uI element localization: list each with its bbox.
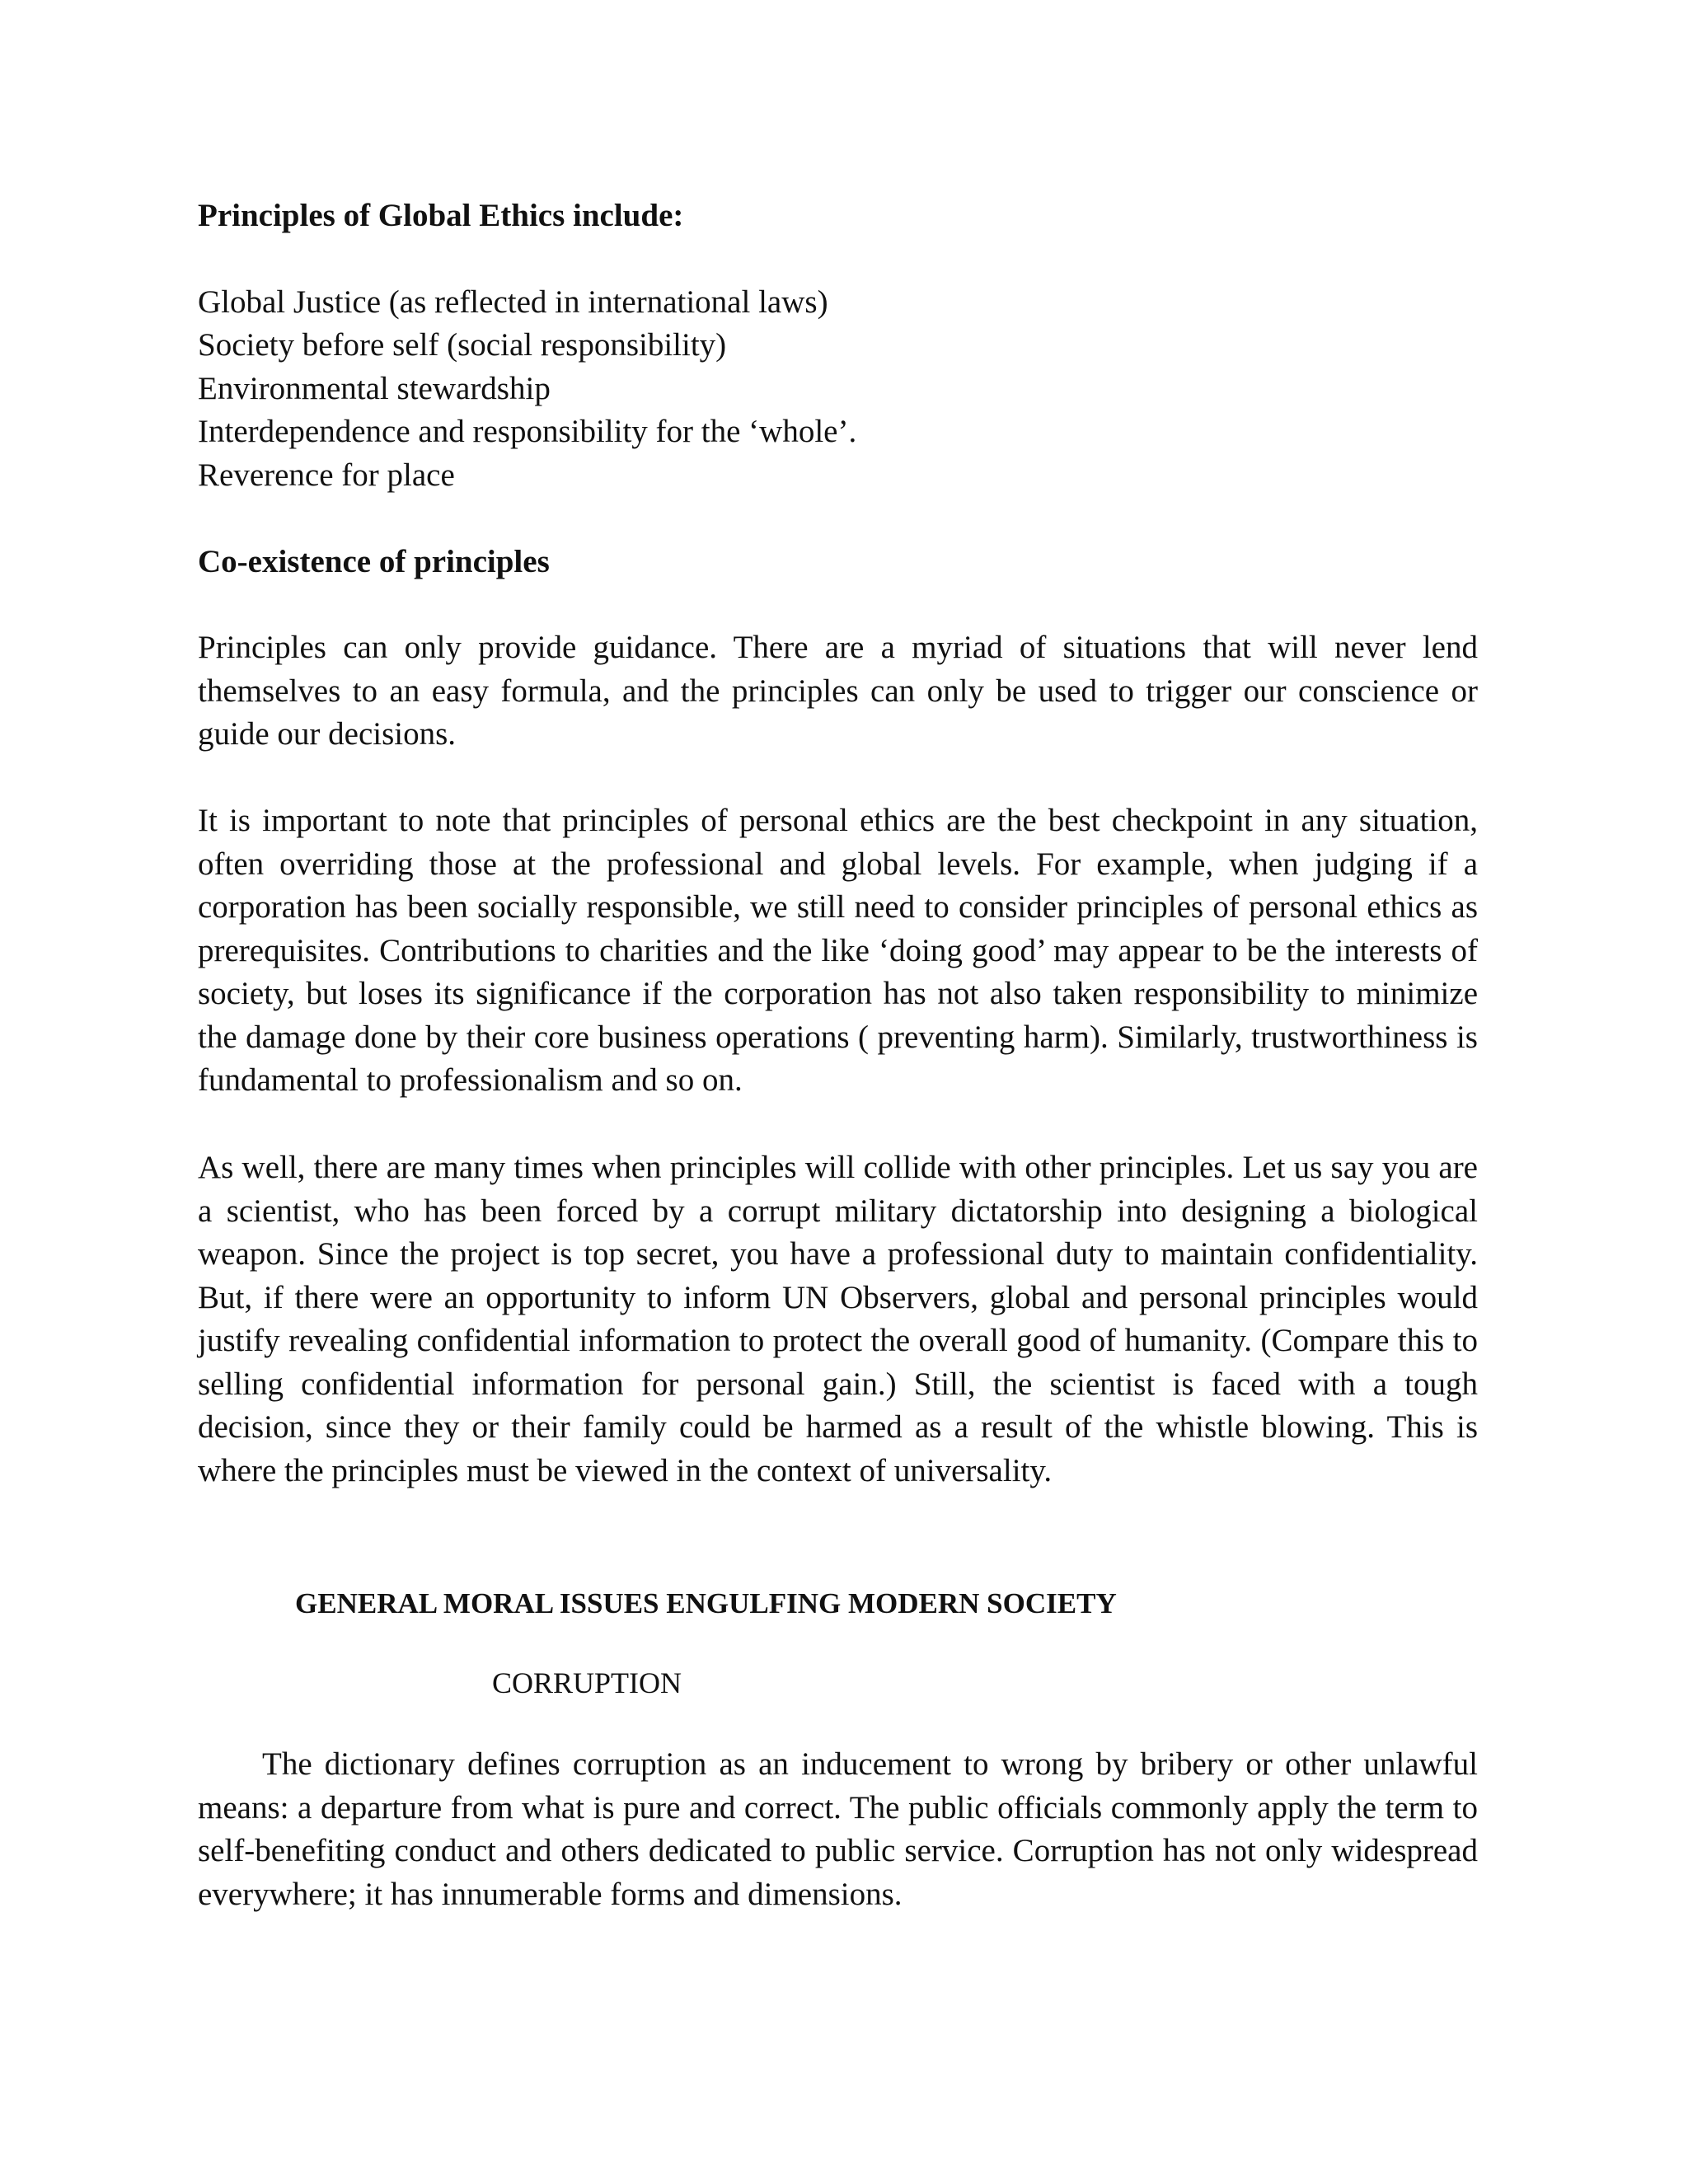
paragraph-guidance: Principles can only provide guidance. There are a myriad of situations that will never lend themselves to an easy formula, and the principles can only be used to trigger our conscience or guide our decisions. — [198, 630, 1478, 752]
principle-item: Global Justice (as reflected in international laws) — [198, 284, 828, 320]
principle-item: Society before self (social responsibility) — [198, 327, 727, 363]
paragraph-corruption: The dictionary defines corruption as an inducement to wrong by bribery or other unlawful means: a departure from what is pure and correct. The public officials commonly apply the term to self-benefiting conduct and others dedicated to public service. Corruption has not only widespread everywhere; it has innumerable forms and dimensions. — [198, 1746, 1478, 1912]
heading-general-moral-issues: GENERAL MORAL ISSUES ENGULFING MODERN SOCIETY — [295, 1587, 1117, 1619]
heading-corruption: CORRUPTION — [492, 1666, 682, 1699]
heading-principles: Principles of Global Ethics include: — [198, 198, 684, 233]
paragraph-collision: As well, there are many times when principles will collide with other principles. Let us say you are a scientist, who has been forced by a corrupt military dictatorship into designing a biological weapon. Since the project is top secret, you have a professional duty to maintain confidentiality. But, if there were an opportunity to inform UN Observers, global and personal principles would justify revealing confidential information to protect the overall good of humanity. (Compare this to selling confidential information for personal gain.) Still, the scientist is faced with a tough decision, since they or their family could be harmed as a result of the whistle blowing. This is where the principles must be viewed in the context of universality. — [198, 1150, 1478, 1488]
principle-item: Environmental stewardship — [198, 371, 551, 406]
principle-item: Interdependence and responsibility for the ‘whole’. — [198, 414, 857, 449]
principle-item: Reverence for place — [198, 457, 455, 493]
paragraph-personal-ethics: It is important to note that principles of personal ethics are the best checkpoint in any situation, often overriding those at the professional and global levels. For example, when judging if a corporation has been socially responsible, we still need to consider principles of personal ethics as prerequisites. Contributions to charities and the like ‘doing good’ may appear to be the interests of society, but loses its significance if the corporation has not also taken responsibility to minimize the damage done by their core business operations ( preventing harm). Similarly, trustworthiness is fundamental to professionalism and so on. — [198, 803, 1478, 1098]
heading-coexistence: Co-existence of principles — [198, 544, 550, 579]
